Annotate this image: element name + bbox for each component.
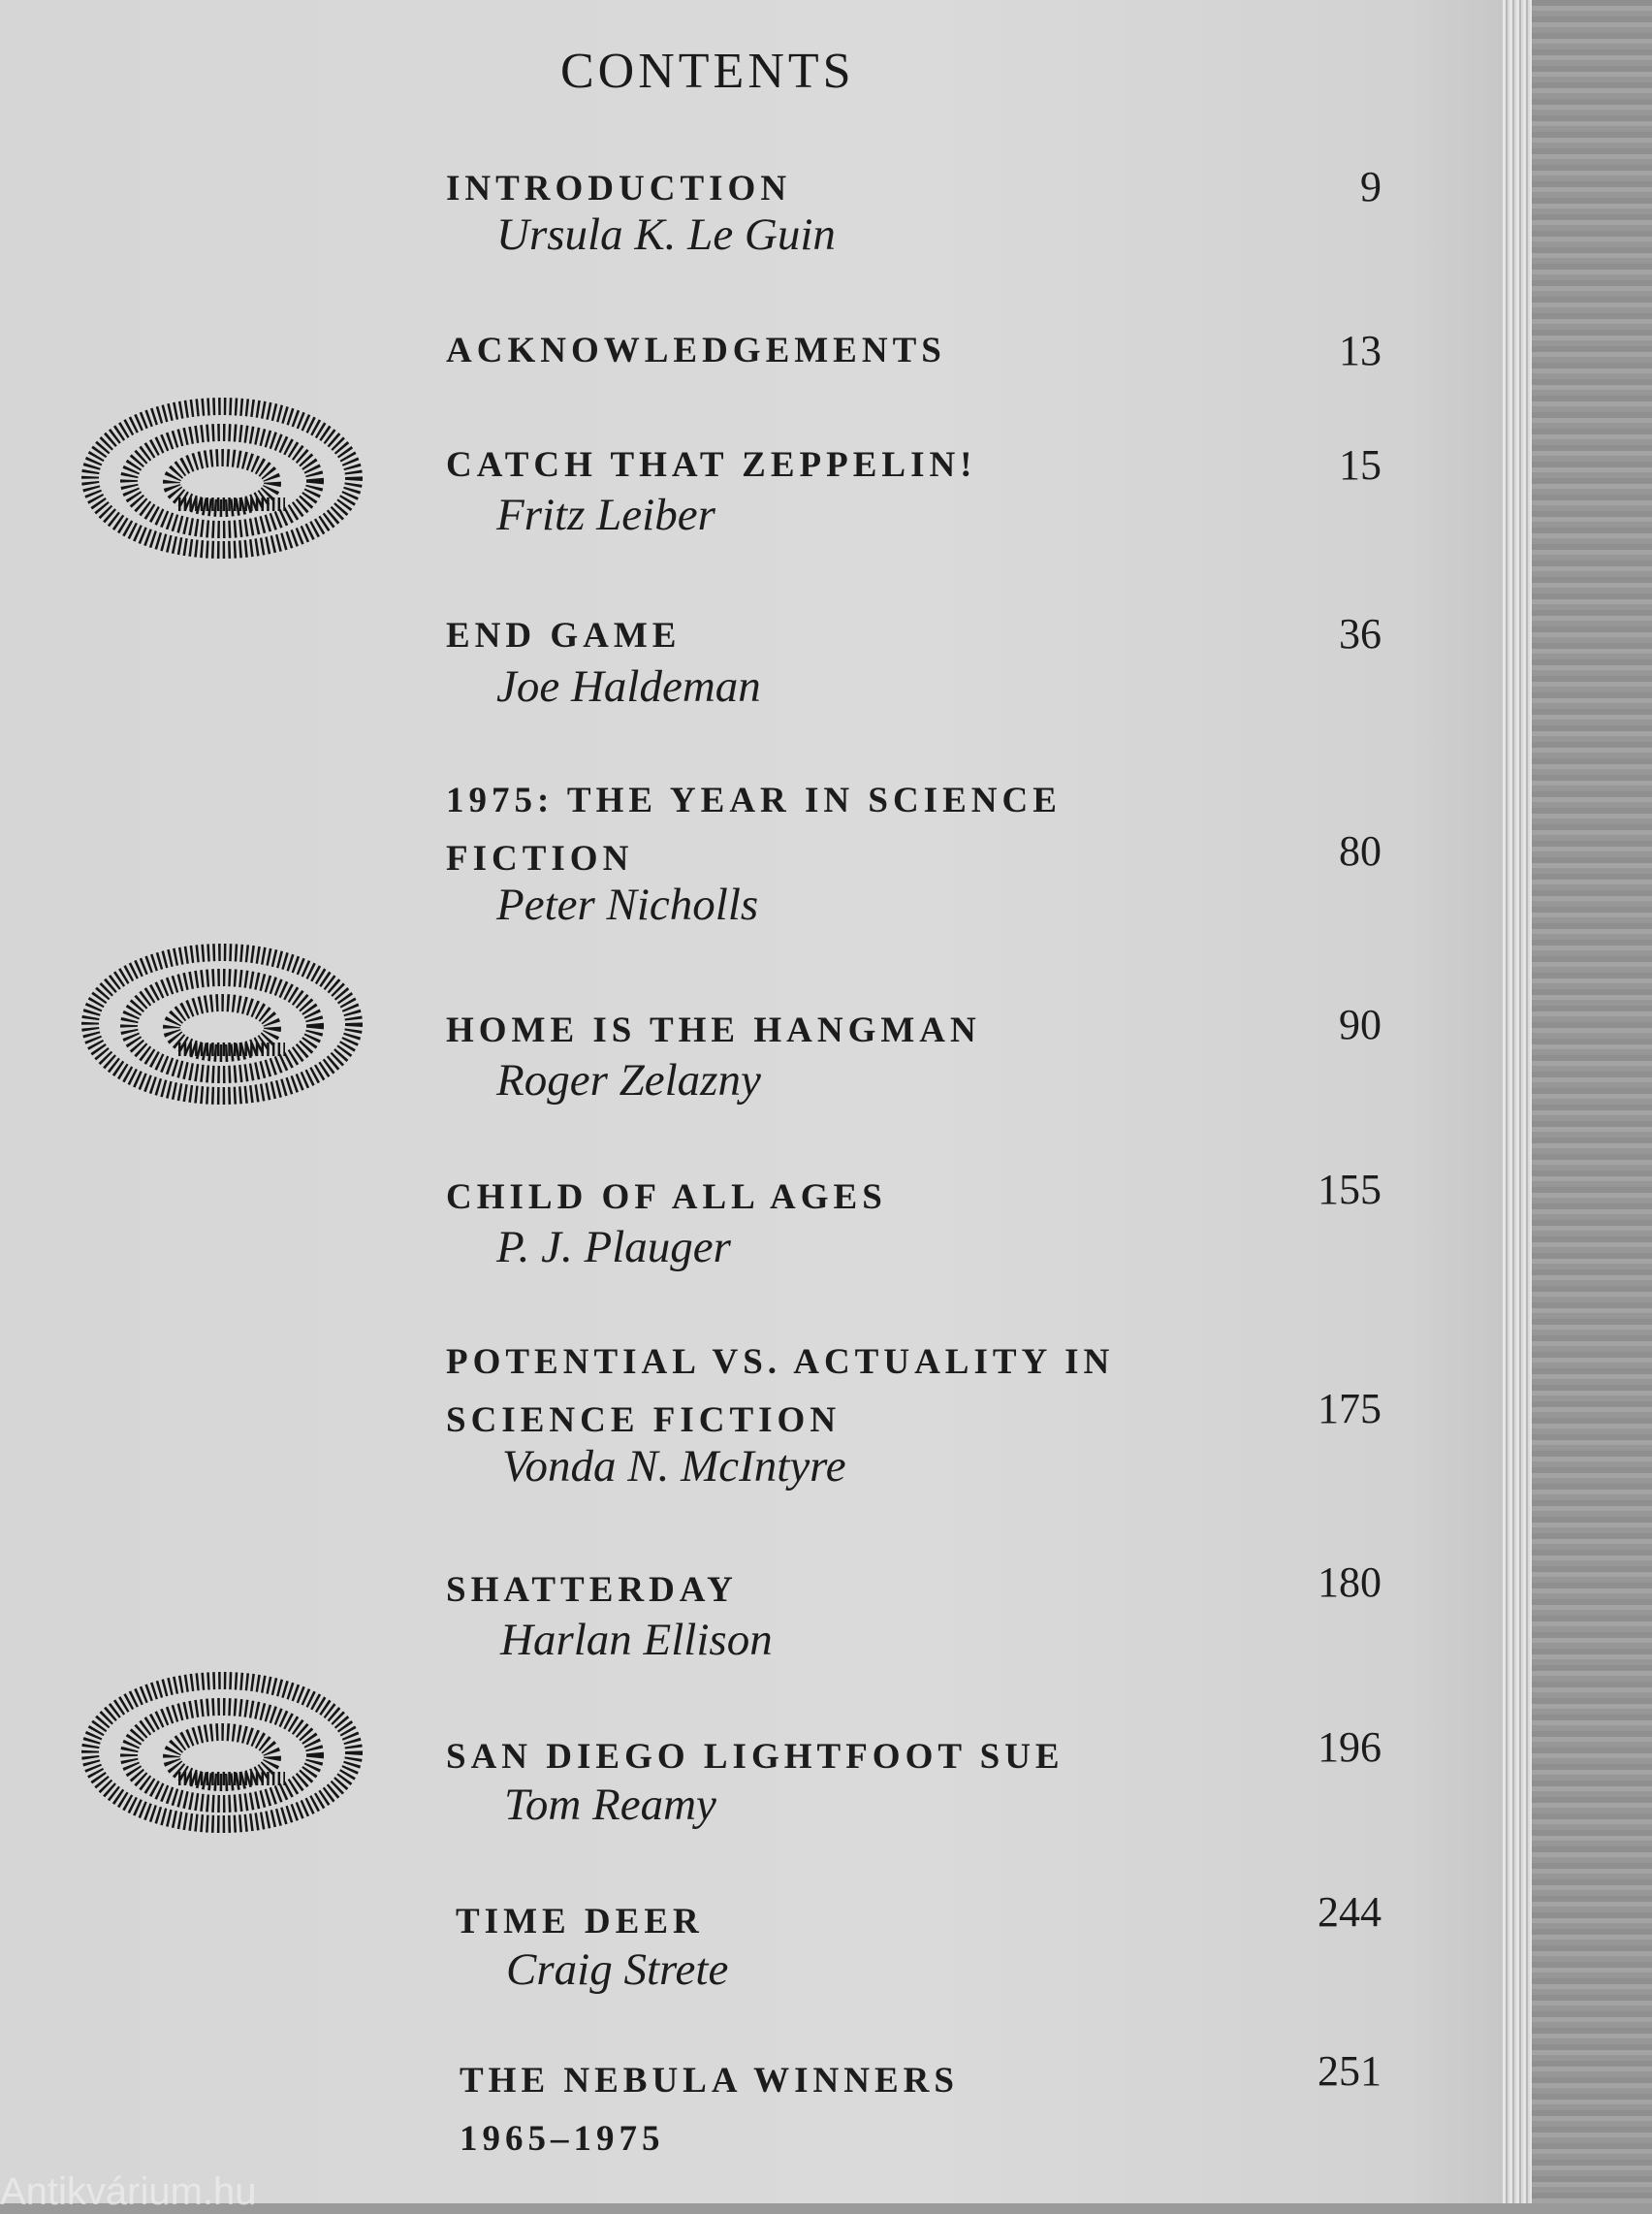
entry-title: THE NEBULA WINNERS 1965–1975	[460, 2061, 959, 2159]
nebula-spiral-icon	[81, 396, 363, 565]
entry-title: SHATTERDAY	[446, 1570, 738, 1610]
entry-page-number: 90	[1339, 1001, 1382, 1048]
entry-page-number: 196	[1318, 1723, 1382, 1771]
entry-author: Fritz Leiber	[496, 490, 715, 540]
entry-author: Tom Reamy	[504, 1780, 716, 1830]
entry-author: Ursula K. Le Guin	[496, 209, 836, 260]
entry-page-number: 180	[1318, 1558, 1382, 1606]
entry-title: END GAME	[446, 616, 682, 656]
entry-page-number: 36	[1339, 610, 1382, 658]
entry-author: P. J. Plauger	[496, 1222, 731, 1272]
entry-page-number: 13	[1339, 327, 1382, 374]
entry-author: Peter Nicholls	[496, 880, 759, 930]
entry-title: SAN DIEGO LIGHTFOOT SUE	[446, 1737, 1064, 1777]
nebula-spiral-icon	[81, 1670, 363, 1840]
entry-page-number: 80	[1339, 827, 1382, 875]
entry-title: HOME IS THE HANGMAN	[446, 1011, 981, 1050]
entry-title: CATCH THAT ZEPPELIN!	[446, 445, 977, 485]
entry-author: Roger Zelazny	[496, 1055, 761, 1106]
entry-title: CHILD OF ALL AGES	[446, 1177, 887, 1217]
backdrop	[1532, 0, 1652, 2203]
page-edge	[1503, 0, 1532, 2203]
entry-page-number: 155	[1318, 1166, 1382, 1213]
nebula-spiral-icon	[81, 939, 363, 1108]
entry-title: INTRODUCTION	[446, 169, 792, 209]
entry-author: Joe Haldeman	[496, 661, 761, 712]
entry-title: TIME DEER	[456, 1902, 704, 1941]
entry-page-number: 9	[1360, 163, 1382, 210]
entry-page-number: 175	[1318, 1385, 1382, 1432]
entry-author: Craig Strete	[506, 1944, 729, 1995]
entry-page-number: 251	[1318, 2047, 1382, 2095]
entry-title: 1975: THE YEAR IN SCIENCE FICTION	[446, 781, 1062, 879]
entry-page-number: 244	[1318, 1888, 1382, 1936]
watermark: Antikvárium.hu	[0, 2170, 257, 2213]
contents-heading: CONTENTS	[560, 44, 855, 99]
entry-author: Vonda N. McIntyre	[502, 1441, 846, 1492]
entry-title: POTENTIAL VS. ACTUALITY IN SCIENCE FICTION	[446, 1342, 1115, 1440]
entry-page-number: 15	[1339, 441, 1382, 489]
entry-title: ACKNOWLEDGEMENTS	[446, 331, 946, 370]
entry-author: Harlan Ellison	[500, 1615, 773, 1665]
